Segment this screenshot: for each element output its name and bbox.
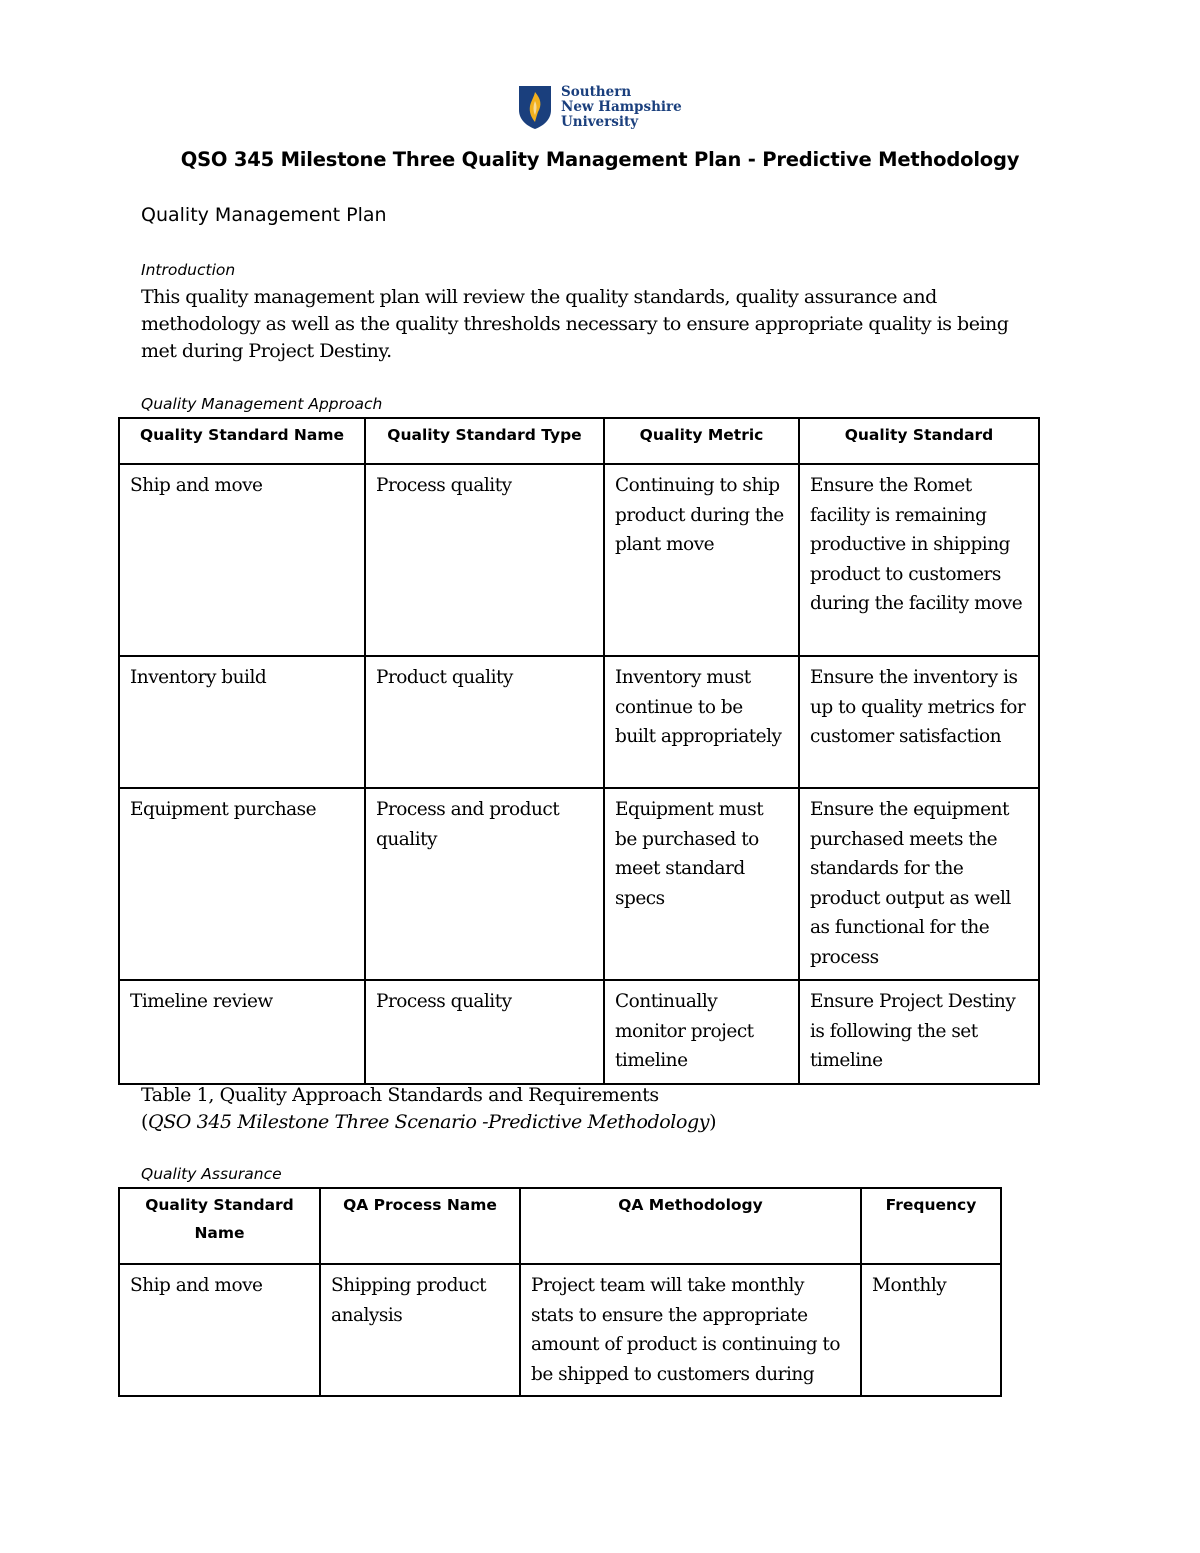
column-header: QA Methodology xyxy=(520,1188,861,1264)
table-row xyxy=(119,980,1039,1084)
table-cell: Ensure the inventory is up to quality metrics for customer satisfaction xyxy=(799,656,1039,788)
table-cell: Shipping product analysis xyxy=(320,1264,520,1396)
column-header: Quality Standard Name xyxy=(119,1188,320,1264)
table-cell: Ensure Project Destiny is following the set timeline xyxy=(799,980,1039,1084)
column-header: Quality Standard xyxy=(799,418,1039,464)
table-cell: Monthly xyxy=(861,1264,1001,1396)
table-row xyxy=(119,1264,1001,1396)
table-row xyxy=(119,464,1039,656)
shield-flame-icon xyxy=(517,84,553,130)
quality-assurance-table xyxy=(118,1187,1002,1397)
table-cell: Ship and move xyxy=(119,1264,320,1396)
caption-source: QSO 345 Milestone Three Scenario -Predictive Methodology xyxy=(148,1111,710,1133)
column-header: QA Process Name xyxy=(320,1188,520,1264)
table-cell: Equipment purchase xyxy=(119,788,365,980)
introduction-label: Introduction xyxy=(141,261,236,279)
table-cell: Equipment must be purchased to meet standard specs xyxy=(604,788,799,980)
caption-title: Table 1, Quality Approach Standards and Requirements xyxy=(141,1084,659,1106)
table-caption xyxy=(141,1082,716,1136)
table-header-row xyxy=(119,1188,1001,1264)
assurance-label: Quality Assurance xyxy=(141,1165,282,1183)
table-cell: Inventory must continue to be built appropriately xyxy=(604,656,799,788)
column-header: Quality Standard Type xyxy=(365,418,604,464)
caption-source-line: (QSO 345 Milestone Three Scenario -Predictive Methodology) xyxy=(141,1111,717,1133)
document-title: QSO 345 Milestone Three Quality Management Plan - Predictive Methodology xyxy=(180,148,1020,171)
column-header: Frequency xyxy=(861,1188,1001,1264)
table-cell: Timeline review xyxy=(119,980,365,1084)
table-cell: Process quality xyxy=(365,464,604,656)
table-cell: Product quality xyxy=(365,656,604,788)
table-cell: Ensure the equipment purchased meets the standards for the product output as well as functional for the process xyxy=(799,788,1039,980)
introduction-text: This quality management plan will review the quality standards, quality assurance and methodology as well as the quality thresholds necessary to ensure appropriate quality is being met during Project Destiny. xyxy=(141,286,1009,362)
table-cell: Process quality xyxy=(365,980,604,1084)
logo-wordmark: Southern New Hampshire University xyxy=(561,83,682,130)
quality-approach-table xyxy=(118,417,1040,1085)
table-cell: Process and product quality xyxy=(365,788,604,980)
column-header: Quality Standard Name xyxy=(119,418,365,464)
table-header-row xyxy=(119,418,1039,464)
table-row xyxy=(119,656,1039,788)
table-cell: Inventory build xyxy=(119,656,365,788)
approach-label: Quality Management Approach xyxy=(141,395,383,413)
table-row xyxy=(119,788,1039,980)
table-cell: Project team will take monthly stats to ensure the appropriate amount of product is continuing to be shipped to customers during xyxy=(520,1264,861,1396)
table-cell: Ensure the Romet facility is remaining productive in shipping product to customers during the facility move xyxy=(799,464,1039,656)
section-heading: Quality Management Plan xyxy=(141,204,387,226)
table-cell: Continuing to ship product during the plant move xyxy=(604,464,799,656)
university-logo xyxy=(517,84,682,130)
table-cell: Continually monitor project timeline xyxy=(604,980,799,1084)
column-header: Quality Metric xyxy=(604,418,799,464)
table-cell: Ship and move xyxy=(119,464,365,656)
